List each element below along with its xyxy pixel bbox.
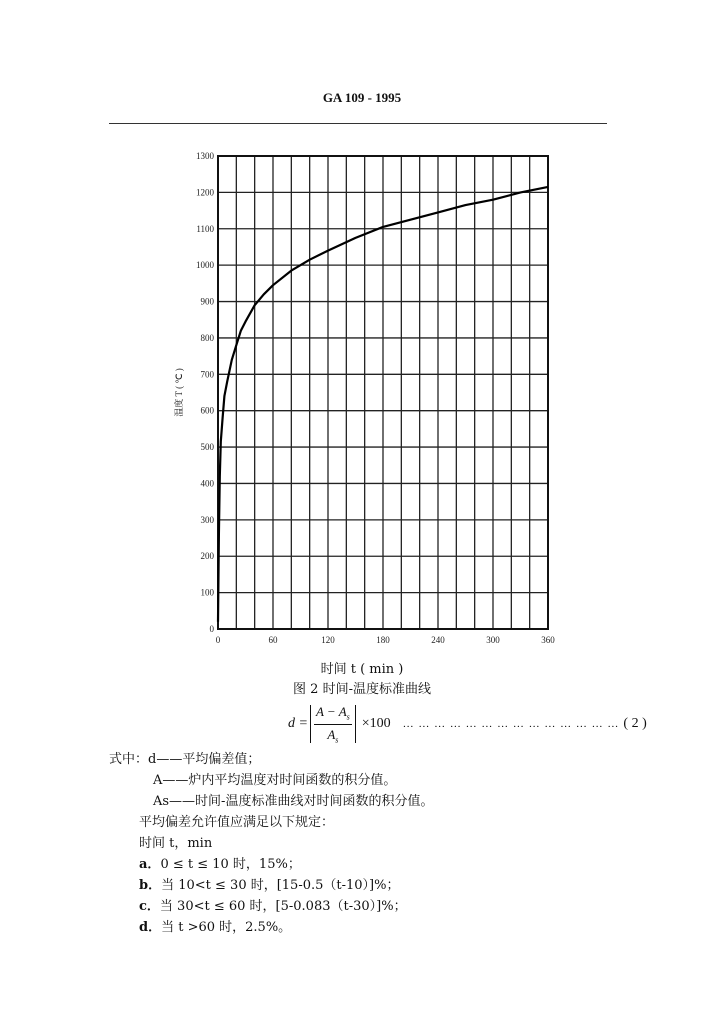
formula-denominator: $A_s$ xyxy=(327,726,339,745)
x-tick-label: 180 xyxy=(376,635,390,645)
rule-a: a．0 ≤ t ≤ 10 时，15%； xyxy=(139,857,301,872)
y-tick-label: 200 xyxy=(200,551,214,562)
y-tick-label: 0 xyxy=(209,624,214,634)
y-tick-label: 100 xyxy=(200,587,214,598)
x-tick-label: 300 xyxy=(486,635,500,645)
y-tick-label: 1100 xyxy=(196,223,214,234)
note-allowance: 平均偏差允许值应满足以下规定： xyxy=(139,815,335,830)
formula-fraction xyxy=(314,704,352,744)
y-tick-label: 700 xyxy=(200,369,214,380)
note-a: A——炉内平均温度对时间函数的积分值。 xyxy=(153,773,397,788)
rule-b: b．当 10<t ≤ 30 时，[15-0.5（t-10）]%； xyxy=(139,878,400,893)
formula xyxy=(288,704,647,744)
y-tick-label: 1300 xyxy=(196,151,214,161)
rule-d: d．当 t >60 时，2.5%。 xyxy=(139,920,292,935)
header-rule xyxy=(109,123,607,124)
formula-numerator: $A - A_s$ xyxy=(314,704,352,725)
y-tick-label: 1200 xyxy=(196,187,214,198)
y-tick-label: 600 xyxy=(200,405,214,416)
y-axis-title: 温度 T ( ℃ ) xyxy=(174,368,184,417)
formula-lhs: d = xyxy=(288,716,308,731)
x-tick-label: 240 xyxy=(431,635,445,645)
y-tick-label: 800 xyxy=(200,332,214,343)
note-time-unit: 时间 t，min xyxy=(139,836,213,851)
note-d: 式中：d——平均偏差值； xyxy=(109,752,261,767)
time-temperature-chart xyxy=(160,145,580,655)
y-tick-label: 300 xyxy=(200,514,214,525)
x-tick-label: 120 xyxy=(321,635,335,645)
formula-abs xyxy=(310,705,356,743)
document-header-title: GA 109 - 1995 xyxy=(322,90,402,105)
y-tick-label: 400 xyxy=(200,478,214,489)
equation-number: ( 2 ) xyxy=(623,716,647,731)
formula-dots: … … … … … … … … … … … … … … xyxy=(402,718,620,730)
note-as: As——时间-温度标准曲线对时间函数的积分值。 xyxy=(153,794,434,809)
x-tick-label: 0 xyxy=(215,635,221,645)
x-axis-title: 时间 t ( min ) xyxy=(320,662,404,677)
x-tick-label: 360 xyxy=(541,635,555,645)
notes xyxy=(109,749,433,938)
rule-c: c．当 30<t ≤ 60 时，[5-0.083（t-30）]%； xyxy=(139,899,407,914)
y-tick-label: 1000 xyxy=(196,260,214,271)
y-tick-label: 900 xyxy=(200,296,214,307)
figure-caption: 图 2 时间-温度标准曲线 xyxy=(293,682,431,697)
y-tick-label: 500 xyxy=(200,442,214,453)
x-tick-label: 60 xyxy=(268,635,278,645)
formula-multiplier: ×100 xyxy=(361,716,391,731)
